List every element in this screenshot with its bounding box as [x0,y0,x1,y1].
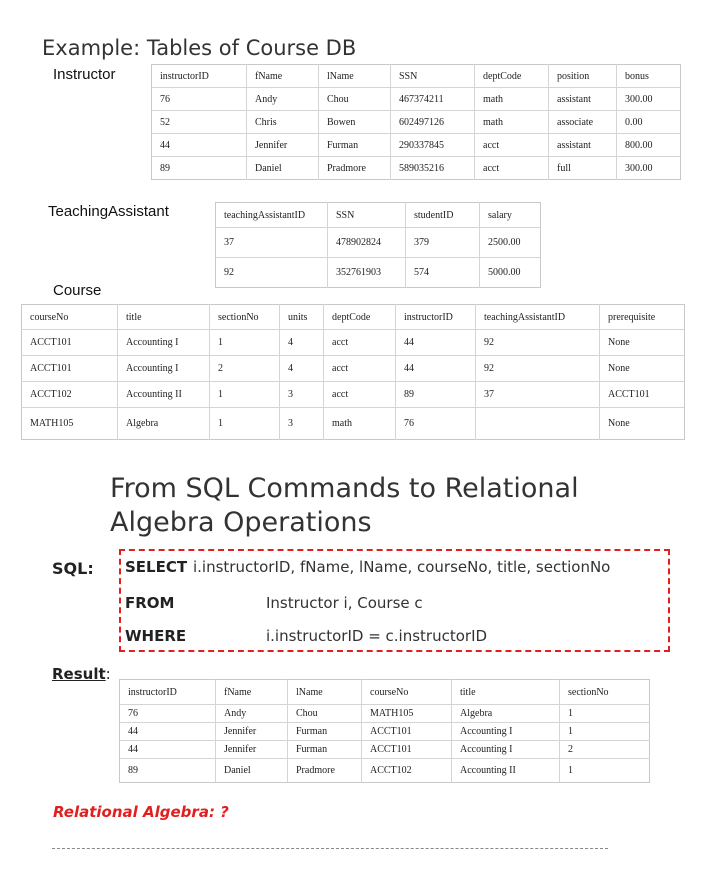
table-cell: acct [324,356,396,382]
table-row [152,157,681,180]
table-cell: 37 [476,382,600,408]
table-cell: Pradmore [319,157,391,180]
table-cell: 467374211 [391,88,475,111]
table-cell: 300.00 [617,88,681,111]
table-cell: 37 [216,228,328,258]
sql-label: SQL: [52,559,94,578]
table-cell: ACCT102 [22,382,118,408]
table-cell: Andy [216,705,288,723]
table-cell: Chou [319,88,391,111]
table-cell: None [600,356,685,382]
table-cell: assistant [549,134,617,157]
teaching-assistant-table [215,202,541,288]
table-cell: Algebra [452,705,560,723]
table-cell: 76 [152,88,247,111]
table-cell: 92 [476,330,600,356]
table-cell: ACCT101 [362,723,452,741]
table-row [152,111,681,134]
table-cell: 92 [476,356,600,382]
table-cell: ACCT102 [362,759,452,783]
table-cell: 4 [280,330,324,356]
table-cell: 2 [210,356,280,382]
sql-where-condition: i.instructorID = c.instructorID [266,627,488,645]
table-cell: 76 [120,705,216,723]
table-cell: Accounting II [452,759,560,783]
table-cell: 1 [210,382,280,408]
table-cell: 1 [560,705,650,723]
table-cell: 44 [120,741,216,759]
table-cell: 44 [396,330,476,356]
table-row [22,408,685,440]
table-cell: Accounting II [118,382,210,408]
column-header: lName [288,680,362,705]
table-cell: Jennifer [216,723,288,741]
table-cell: 352761903 [328,258,406,288]
table-header-row [216,203,541,228]
table-cell [476,408,600,440]
table-cell: Furman [288,741,362,759]
sql-select-keyword: SELECT [125,558,188,576]
table-row [120,723,650,741]
table-cell: Algebra [118,408,210,440]
teaching-assistant-label: TeachingAssistant [48,203,169,220]
table-cell: Daniel [216,759,288,783]
table-cell: 379 [406,228,480,258]
table-cell: math [475,111,549,134]
table-cell: 44 [396,356,476,382]
table-header-row [152,65,681,88]
column-header: teachingAssistantID [224,209,306,221]
column-header: teachingAssistantID [476,305,600,330]
table-cell: 602497126 [391,111,475,134]
result-label [52,665,111,683]
table-cell: Chou [288,705,362,723]
table-cell: 478902824 [328,228,406,258]
column-header: salary [480,203,541,228]
table-cell: acct [475,157,549,180]
table-cell: full [549,157,617,180]
column-header: deptCode [324,305,396,330]
table-cell: Accounting I [452,723,560,741]
table-row [216,228,541,258]
column-header: SSN [328,203,406,228]
table-row [22,356,685,382]
table-cell: Furman [319,134,391,157]
table-cell: assistant [549,88,617,111]
table-cell: Jennifer [216,741,288,759]
table-cell: 3 [280,382,324,408]
sql-from-keyword: FROM [125,594,175,612]
table-cell: 589035216 [391,157,475,180]
table-cell: 2 [560,741,650,759]
table-cell: math [324,408,396,440]
table-cell: 800.00 [617,134,681,157]
table-cell: 44 [152,134,247,157]
table-cell: None [600,408,685,440]
result-label-colon: : [105,665,111,683]
table-row [120,759,650,783]
column-header: SSN [391,65,475,88]
table-cell: 300.00 [617,157,681,180]
table-cell: 3 [280,408,324,440]
table-row [216,258,541,288]
table-row [22,382,685,408]
table-header-row [120,680,650,705]
section-title-line-2: Algebra Operations [110,507,372,538]
table-cell: math [475,88,549,111]
column-header: units [280,305,324,330]
table-cell: associate [549,111,617,134]
example-title: Example: Tables of Course DB [42,36,357,60]
sql-from-tables: Instructor i, Course c [266,594,423,612]
section-title-line-1: From SQL Commands to Relational [110,473,579,504]
table-cell: Accounting I [452,741,560,759]
table-cell: Bowen [319,111,391,134]
table-row [120,741,650,759]
table-cell: ACCT101 [600,382,685,408]
table-cell: Andy [247,88,319,111]
table-cell: 4 [280,356,324,382]
table-cell: Jennifer [247,134,319,157]
table-cell: ACCT101 [22,356,118,382]
instructor-label: Instructor [53,66,116,83]
table-cell: Accounting I [118,356,210,382]
column-header: courseNo [30,311,69,323]
course-table [21,304,685,440]
table-cell: ACCT101 [22,330,118,356]
column-header: courseNo [362,680,452,705]
result-label-text: Result [52,665,106,683]
table-cell: 89 [120,759,216,783]
table-cell: 89 [396,382,476,408]
table-cell: 1 [210,330,280,356]
table-cell: MATH105 [22,408,118,440]
table-cell: acct [324,382,396,408]
table-cell: 290337845 [391,134,475,157]
column-header: title [118,305,210,330]
table-cell: 44 [120,723,216,741]
column-header: prerequisite [600,305,685,330]
table-cell: 92 [216,258,328,288]
table-cell: None [600,330,685,356]
table-cell: acct [324,330,396,356]
sql-select-columns: i.instructorID, fName, lName, courseNo, title, sectionNo [193,558,611,576]
table-header-row [22,305,685,330]
sql-where-keyword: WHERE [125,627,187,645]
table-cell: 0.00 [617,111,681,134]
table-cell: 574 [406,258,480,288]
table-row [152,134,681,157]
bottom-dashed-divider [52,848,608,849]
column-header: position [549,65,617,88]
section-title [110,472,579,540]
table-cell: Furman [288,723,362,741]
column-header: bonus [617,65,681,88]
column-header: studentID [406,203,480,228]
table-cell: 76 [396,408,476,440]
table-cell: 5000.00 [480,258,541,288]
table-row [152,88,681,111]
column-header: fName [216,680,288,705]
table-cell: acct [475,134,549,157]
table-cell: Daniel [247,157,319,180]
column-header: deptCode [475,65,549,88]
table-cell: Pradmore [288,759,362,783]
column-header: fName [247,65,319,88]
table-cell: 1 [210,408,280,440]
relational-algebra-prompt: Relational Algebra: ? [53,803,229,821]
column-header: sectionNo [210,305,280,330]
table-cell: Accounting I [118,330,210,356]
course-label: Course [53,282,102,299]
table-cell: MATH105 [362,705,452,723]
table-cell: 2500.00 [480,228,541,258]
table-row [22,330,685,356]
table-row [120,705,650,723]
column-header: instructorID [128,686,177,698]
table-cell: ACCT101 [362,741,452,759]
table-cell: 1 [560,723,650,741]
result-table [119,679,650,783]
column-header: title [452,680,560,705]
table-cell: 89 [152,157,247,180]
instructor-table [151,64,681,180]
column-header: sectionNo [560,680,650,705]
table-cell: 52 [152,111,247,134]
column-header: lName [319,65,391,88]
column-header: instructorID [160,70,209,82]
column-header: instructorID [396,305,476,330]
table-cell: 1 [560,759,650,783]
table-cell: Chris [247,111,319,134]
